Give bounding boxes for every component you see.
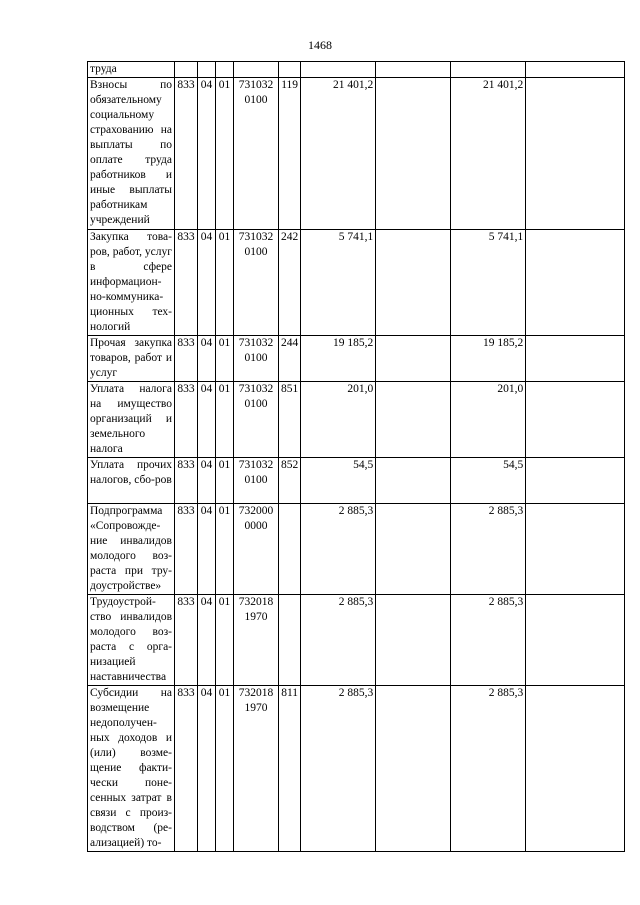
cell-vr: 119 <box>279 78 301 230</box>
cell-glava: 833 <box>175 78 198 230</box>
page-number: 1468 <box>308 38 332 52</box>
cell-rz: 04 <box>198 595 216 686</box>
cell-sum1: 201,0 <box>301 382 376 458</box>
cell-sum3: 21 401,2 <box>451 78 526 230</box>
cell-glava: 833 <box>175 595 198 686</box>
row-name: Закупка това-ров, работ, услуг в сфере информацион-но-коммуника-ционных тех-нологий <box>88 230 175 336</box>
row-name: Прочая закупка товаров, работ и услуг <box>88 336 175 382</box>
cell-sum3: 2 885,3 <box>451 595 526 686</box>
cell-sum4 <box>526 336 625 382</box>
cell-pr: 01 <box>216 458 234 504</box>
cell-csr: 731032 0100 <box>234 78 279 230</box>
cell-sum4 <box>526 595 625 686</box>
cell-empty <box>451 62 526 78</box>
cell-sum2 <box>376 78 451 230</box>
table-row <box>88 78 625 230</box>
cell-glava: 833 <box>175 504 198 595</box>
table-row <box>88 230 625 336</box>
cell-pr: 01 <box>216 504 234 595</box>
cell-csr: 732018 1970 <box>234 686 279 852</box>
cell-sum1: 19 185,2 <box>301 336 376 382</box>
cell-pr: 01 <box>216 382 234 458</box>
cell-sum2 <box>376 686 451 852</box>
cell-sum3: 2 885,3 <box>451 504 526 595</box>
cell-sum2 <box>376 458 451 504</box>
cell-csr: 731032 0100 <box>234 458 279 504</box>
cell-pr: 01 <box>216 78 234 230</box>
cell-sum1: 54,5 <box>301 458 376 504</box>
cell-sum1: 2 885,3 <box>301 686 376 852</box>
cell-glava: 833 <box>175 686 198 852</box>
cell-sum2 <box>376 504 451 595</box>
cell-glava: 833 <box>175 336 198 382</box>
cell-empty <box>216 62 234 78</box>
cell-sum4 <box>526 504 625 595</box>
cell-rz: 04 <box>198 382 216 458</box>
cell-pr: 01 <box>216 686 234 852</box>
cell-sum4 <box>526 686 625 852</box>
cell-sum3: 2 885,3 <box>451 686 526 852</box>
table-row <box>88 62 625 78</box>
cell-sum4 <box>526 78 625 230</box>
cell-pr: 01 <box>216 230 234 336</box>
row-name: Уплата прочих налогов, сбо-ров <box>88 458 175 504</box>
cell-sum3: 5 741,1 <box>451 230 526 336</box>
cell-glava: 833 <box>175 382 198 458</box>
cell-vr: 852 <box>279 458 301 504</box>
cell-rz: 04 <box>198 504 216 595</box>
table-row <box>88 382 625 458</box>
cell-sum2 <box>376 595 451 686</box>
cell-empty <box>175 62 198 78</box>
row-name: труда <box>88 62 175 78</box>
cell-csr: 732000 0000 <box>234 504 279 595</box>
table-row <box>88 686 625 852</box>
cell-rz: 04 <box>198 686 216 852</box>
cell-vr: 851 <box>279 382 301 458</box>
cell-sum3: 201,0 <box>451 382 526 458</box>
cell-empty <box>279 62 301 78</box>
cell-sum1: 5 741,1 <box>301 230 376 336</box>
cell-vr <box>279 595 301 686</box>
cell-empty <box>526 62 625 78</box>
cell-pr: 01 <box>216 595 234 686</box>
table-row <box>88 504 625 595</box>
cell-sum4 <box>526 458 625 504</box>
cell-csr: 731032 0100 <box>234 230 279 336</box>
table-row <box>88 336 625 382</box>
row-name: Субсидии на возмещение недополучен-ных доходов и (или) возме-щение факти-чески поне-сенных затрат в связи с произ-водством (ре-ализацией) то- <box>88 686 175 852</box>
cell-glava: 833 <box>175 230 198 336</box>
cell-sum3: 19 185,2 <box>451 336 526 382</box>
row-name: Взносы по обязательному социальному страхованию на выплаты по оплате труда работников и иные выплаты работникам учреждений <box>88 78 175 230</box>
cell-csr: 732018 1970 <box>234 595 279 686</box>
cell-sum4 <box>526 230 625 336</box>
cell-empty <box>376 62 451 78</box>
row-name: Трудоустрой-ство инвалидов молодого воз-раста с орга-низацией наставничества <box>88 595 175 686</box>
cell-sum1: 2 885,3 <box>301 504 376 595</box>
cell-empty <box>234 62 279 78</box>
cell-sum4 <box>526 382 625 458</box>
cell-sum1: 21 401,2 <box>301 78 376 230</box>
cell-vr: 244 <box>279 336 301 382</box>
cell-sum2 <box>376 336 451 382</box>
cell-vr <box>279 504 301 595</box>
cell-vr: 242 <box>279 230 301 336</box>
cell-rz: 04 <box>198 230 216 336</box>
row-name: Уплата налога на имущество организаций и земельного налога <box>88 382 175 458</box>
cell-csr: 731032 0100 <box>234 382 279 458</box>
cell-sum1: 2 885,3 <box>301 595 376 686</box>
cell-sum2 <box>376 230 451 336</box>
row-name: Подпрограмма «Сопровожде-ние инвалидов молодого воз-раста при тру-доустройстве» <box>88 504 175 595</box>
cell-sum2 <box>376 382 451 458</box>
cell-pr: 01 <box>216 336 234 382</box>
table-row <box>88 595 625 686</box>
cell-vr: 811 <box>279 686 301 852</box>
budget-table <box>87 61 625 852</box>
cell-empty <box>198 62 216 78</box>
cell-csr: 731032 0100 <box>234 336 279 382</box>
cell-rz: 04 <box>198 336 216 382</box>
cell-rz: 04 <box>198 78 216 230</box>
cell-rz: 04 <box>198 458 216 504</box>
cell-sum3: 54,5 <box>451 458 526 504</box>
cell-empty <box>301 62 376 78</box>
cell-glava: 833 <box>175 458 198 504</box>
table-row <box>88 458 625 504</box>
